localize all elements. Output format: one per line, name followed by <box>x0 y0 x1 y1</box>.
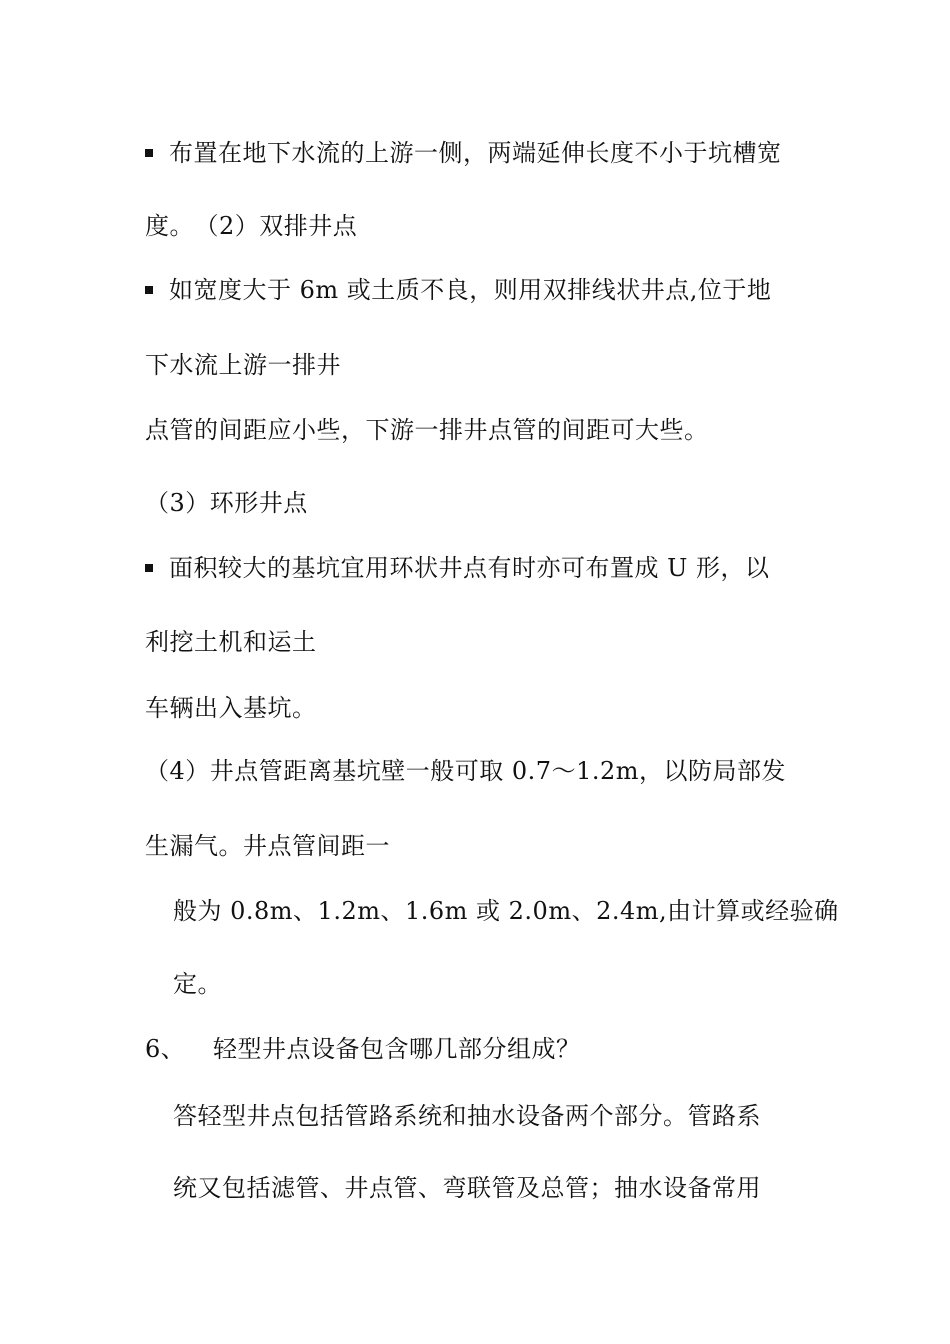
answer-line-2: 统又包括滤管、井点管、弯联管及总管；抽水设备常用 <box>173 1174 761 1202</box>
paragraph-line-1: 布置在地下水流的上游一侧，两端延伸长度不小于坑槽宽 <box>145 138 782 168</box>
bullet-icon <box>145 286 153 294</box>
bullet-icon <box>145 149 153 157</box>
paragraph-line-2: 度。 （2）双排井点 <box>145 212 358 240</box>
paragraph-line-11: 生漏气。井点管间距一 <box>145 832 390 860</box>
question-6 <box>145 1034 581 1064</box>
paragraph-line-9: 车辆出入基坑。 <box>145 694 317 722</box>
question-text: 轻型井点设备包含哪几部分组成？ <box>213 1035 581 1063</box>
answer-line-1: 答轻型井点包括管路系统和抽水设备两个部分。管路系 <box>173 1102 761 1130</box>
bullet-icon <box>145 564 153 572</box>
paragraph-line-4: 下水流上游一排井 <box>145 351 341 379</box>
paragraph-line-8: 利挖土机和运土 <box>145 628 317 656</box>
section-heading-3: （3）环形井点 <box>145 489 308 517</box>
paragraph-line-3: 如宽度大于 6m 或土质不良，则用双排线状井点,位于地 <box>145 275 771 305</box>
paragraph-line-12: 般为 0.8m、1.2m、1.6m 或 2.0m、2.4m,由计算或经验确 <box>173 897 839 925</box>
paragraph-line-5: 点管的间距应小些，下游一排井点管的间距可大些。 <box>145 416 709 444</box>
paragraph-line-10: （4）井点管距离基坑壁一般可取 0.7～1.2m，以防局部发 <box>145 757 786 785</box>
paragraph-line-7: 面积较大的基坑宜用环状井点有时亦可布置成 U 形，以 <box>145 553 769 583</box>
question-number: 6、 <box>145 1035 186 1063</box>
paragraph-line-13: 定。 <box>173 970 222 998</box>
